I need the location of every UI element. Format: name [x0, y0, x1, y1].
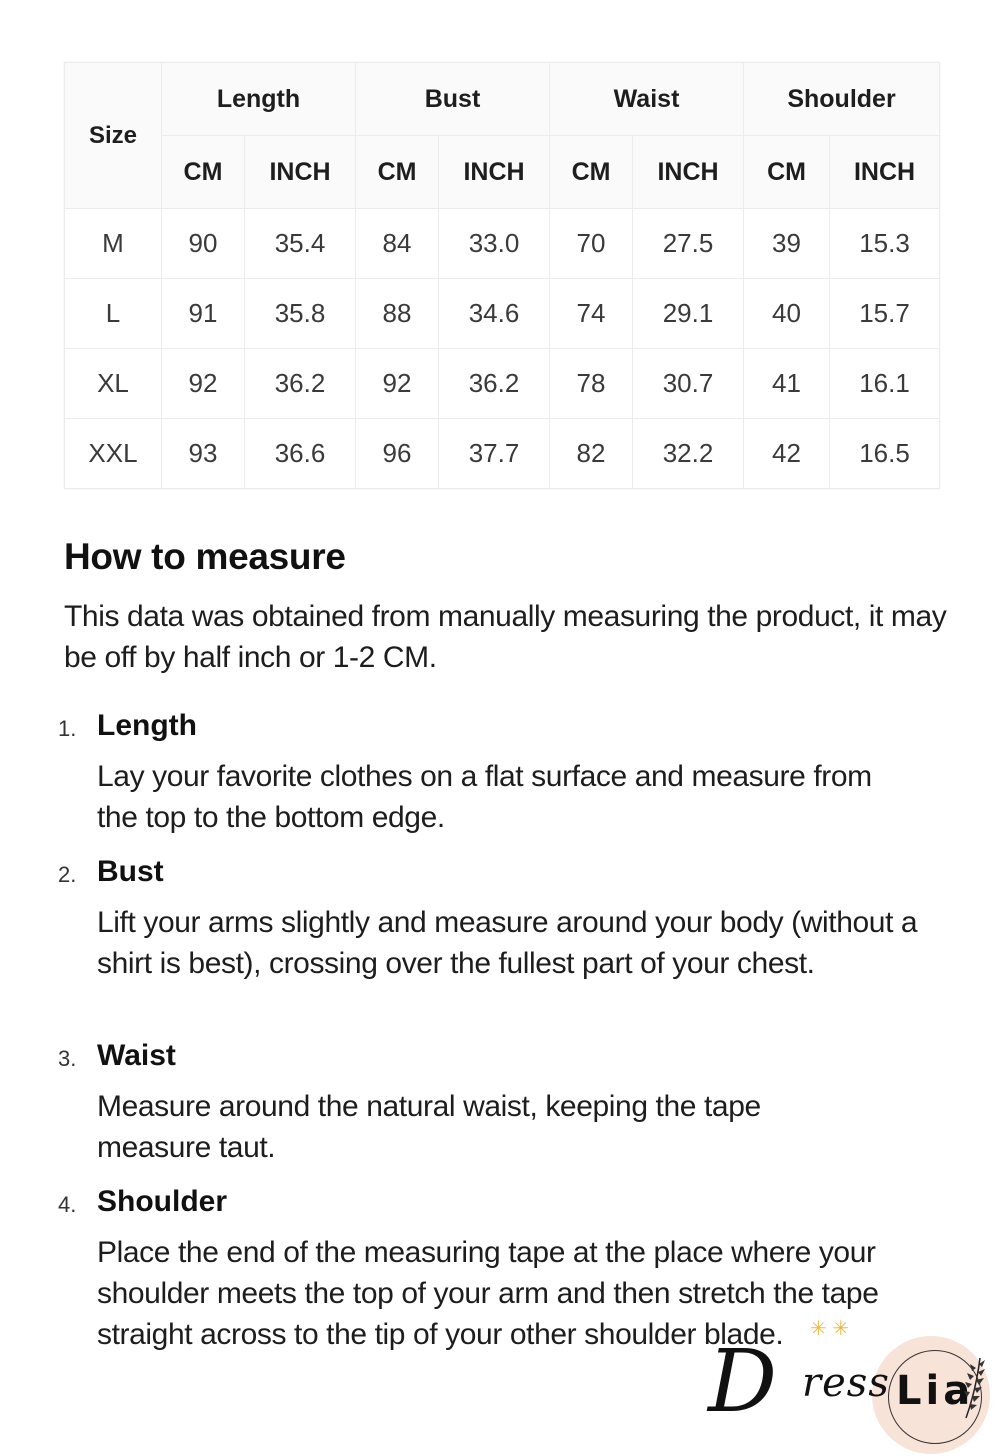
value-cell: 16.5 [830, 419, 940, 489]
value-cell: 16.1 [830, 349, 940, 419]
step-bust [58, 846, 948, 1030]
value-cell: 15.7 [830, 279, 940, 349]
logo-script-initial: D [708, 1332, 777, 1432]
how-to-measure-title: How to measure [64, 536, 346, 577]
value-cell: 42 [744, 419, 830, 489]
size-cell: M [65, 209, 162, 279]
waist-header: Waist [550, 63, 744, 136]
dresslia-logo [700, 1312, 1000, 1456]
step-body: Lay your favorite clothes on a flat surface and measure from the top to the bottom edge. [97, 760, 872, 834]
value-cell: 29.1 [633, 279, 744, 349]
size-cell: L [65, 279, 162, 349]
sparkle-icon: ✳ ✳ [810, 1318, 850, 1340]
shoulder-header: Shoulder [744, 63, 940, 136]
value-cell: 93 [162, 419, 245, 489]
value-cell: 92 [162, 349, 245, 419]
table-row [65, 349, 940, 419]
value-cell: 82 [550, 419, 633, 489]
logo-bold-text: Lia [896, 1368, 975, 1414]
table-row [65, 279, 940, 349]
leaf-icon [962, 1356, 986, 1420]
step-title: Waist [97, 1039, 176, 1072]
value-cell: 40 [744, 279, 830, 349]
value-cell: 36.2 [245, 349, 356, 419]
value-cell: 35.8 [245, 279, 356, 349]
value-cell: 88 [356, 279, 439, 349]
step-waist [58, 1030, 948, 1176]
unit-header: INCH [830, 136, 940, 209]
size-header: Size [65, 63, 162, 209]
step-length [58, 700, 948, 846]
unit-header: CM [550, 136, 633, 209]
value-cell: 84 [356, 209, 439, 279]
step-title: Shoulder [97, 1185, 228, 1218]
unit-header: CM [356, 136, 439, 209]
step-title: Bust [97, 855, 164, 888]
length-header: Length [162, 63, 356, 136]
value-cell: 78 [550, 349, 633, 419]
step-number: 1. [58, 716, 77, 741]
value-cell: 96 [356, 419, 439, 489]
value-cell: 15.3 [830, 209, 940, 279]
table-row [65, 209, 940, 279]
unit-header: CM [162, 136, 245, 209]
unit-header: INCH [439, 136, 550, 209]
step-number: 4. [58, 1192, 77, 1217]
step-body: Measure around the natural waist, keeping the tape measure taut. [97, 1090, 761, 1164]
value-cell: 36.2 [439, 349, 550, 419]
value-cell: 37.7 [439, 419, 550, 489]
step-number: 3. [58, 1046, 77, 1071]
table-row [65, 419, 940, 489]
value-cell: 39 [744, 209, 830, 279]
unit-header: INCH [633, 136, 744, 209]
value-cell: 90 [162, 209, 245, 279]
size-cell: XL [65, 349, 162, 419]
value-cell: 70 [550, 209, 633, 279]
value-cell: 92 [356, 349, 439, 419]
size-cell: XXL [65, 419, 162, 489]
value-cell: 74 [550, 279, 633, 349]
value-cell: 91 [162, 279, 245, 349]
value-cell: 32.2 [633, 419, 744, 489]
measure-steps-list [58, 700, 948, 1355]
value-cell: 36.6 [245, 419, 356, 489]
step-body: Lift your arms slightly and measure around your body (without a shirt is best), crossing over the fullest part of your chest. [97, 906, 918, 980]
step-body: Place the end of the measuring tape at the place where your shoulder meets the top of your arm and then stretch the tape straight across to the tip of your other shoulder blade. [97, 1236, 879, 1351]
size-chart-table [64, 62, 940, 489]
step-title: Length [97, 709, 197, 742]
logo-script-text: ress [802, 1360, 890, 1406]
bust-header: Bust [356, 63, 550, 136]
value-cell: 30.7 [633, 349, 744, 419]
value-cell: 33.0 [439, 209, 550, 279]
unit-header: INCH [245, 136, 356, 209]
value-cell: 35.4 [245, 209, 356, 279]
step-number: 2. [58, 862, 77, 887]
unit-header: CM [744, 136, 830, 209]
value-cell: 34.6 [439, 279, 550, 349]
value-cell: 41 [744, 349, 830, 419]
how-to-measure-intro: This data was obtained from manually measuring the product, it may be off by half inch or 1-2 CM. [64, 600, 947, 674]
value-cell: 27.5 [633, 209, 744, 279]
